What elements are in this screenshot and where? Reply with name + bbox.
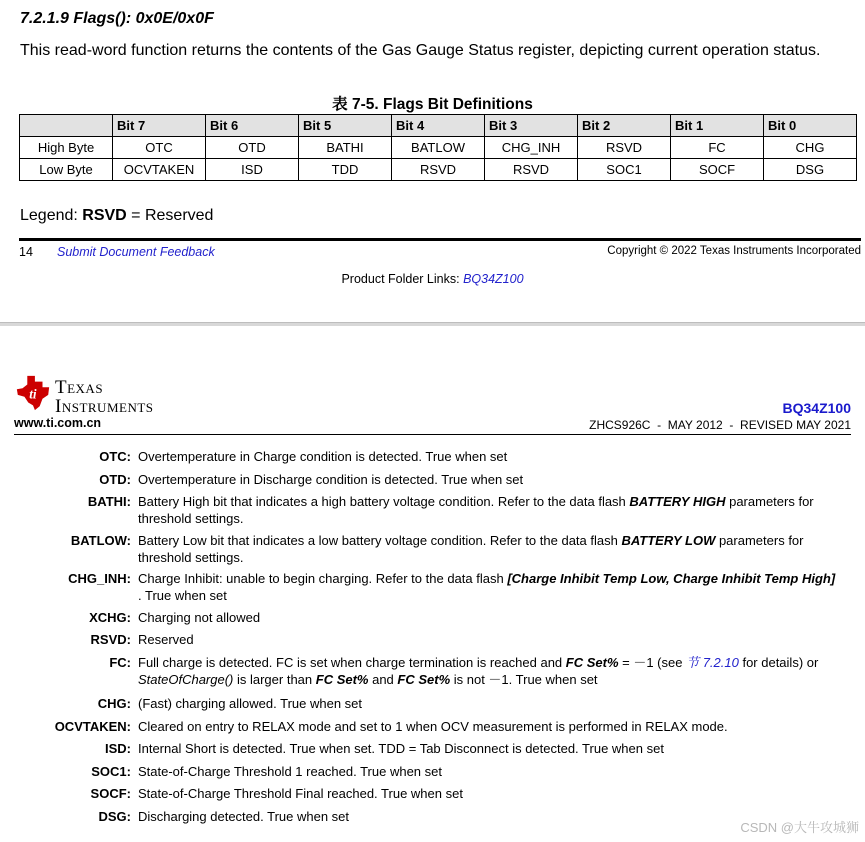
table-cell: RSVD	[392, 159, 485, 181]
flags-bit-table	[19, 114, 857, 181]
table-header-cell: Bit 6	[206, 115, 299, 137]
table-header-row	[20, 115, 857, 137]
table-header-cell: Bit 5	[299, 115, 392, 137]
ti-logo-icon	[14, 374, 52, 412]
definition-term: FC:	[109, 655, 131, 670]
table-cell: FC	[671, 137, 764, 159]
definition-text: Cleared on entry to RELAX mode and set to 1 when OCV measurement is performed in RELAX mode.	[138, 719, 728, 734]
legend-term: RSVD	[82, 207, 127, 224]
table-cell: RSVD	[485, 159, 578, 181]
definition-text: Full charge is detected. FC is set when charge termination is reached and FC Set% = －1 (see 节 7.2.10 for details) or StateOfCharge() is larger than FC Set% and FC Set% is not －1. True when set	[138, 655, 819, 687]
row-label: High Byte	[20, 137, 113, 159]
folder-prefix: Product Folder Links:	[341, 272, 464, 286]
legend	[20, 207, 213, 225]
product-folder-link[interactable]: BQ34Z100	[463, 272, 524, 286]
feedback-link[interactable]: Submit Document Feedback	[57, 245, 215, 259]
table-cell: BATHI	[299, 137, 392, 159]
definition-term: OCVTAKEN:	[54, 719, 131, 734]
section-title: 7.2.1.9 Flags(): 0x0E/0x0F	[20, 10, 214, 27]
definition-text: Overtemperature in Discharge condition is detected. True when set	[138, 472, 524, 487]
definition-text: State-of-Charge Threshold Final reached. True when set	[138, 786, 463, 801]
section-description: This read-word function returns the contents of the Gas Gauge Status register, depicting current operation status.	[20, 42, 821, 59]
definition-term: CHG_INH:	[68, 571, 131, 586]
definition-term: BATLOW:	[70, 533, 131, 548]
definition-term: DSG:	[98, 809, 131, 824]
table-cell: BATLOW	[392, 137, 485, 159]
table-cell: RSVD	[578, 137, 671, 159]
revision-info: ZHCS926C - MAY 2012 - REVISED MAY 2021	[589, 418, 851, 432]
definition-text: Reserved	[138, 632, 194, 647]
definition-term: CHG:	[97, 696, 131, 711]
watermark: CSDN @大牛攻城狮	[740, 820, 859, 835]
row-label: Low Byte	[20, 159, 113, 181]
legend-suffix: = Reserved	[126, 207, 214, 224]
section-cross-reference-link[interactable]: 节 7.2.10	[686, 655, 739, 670]
product-folder-links	[0, 272, 865, 286]
table-header-cell: Bit 4	[392, 115, 485, 137]
definition-text: Charging not allowed	[138, 610, 261, 625]
table-cell: CHG	[764, 137, 857, 159]
part-number-link[interactable]: BQ34Z100	[782, 400, 851, 416]
table-cell: OCVTAKEN	[113, 159, 206, 181]
definition-term: SOC1:	[91, 764, 131, 779]
definition-term: XCHG:	[89, 610, 131, 625]
definition-text: Charge Inhibit: unable to begin charging. Refer to the data flash [Charge Inhibit Temp Low, Charge Inhibit Temp High] . True when set	[138, 571, 836, 603]
table-cell: OTD	[206, 137, 299, 159]
definition-text: (Fast) charging allowed. True when set	[138, 696, 362, 711]
table-cell: ISD	[206, 159, 299, 181]
table-header-cell: Bit 1	[671, 115, 764, 137]
definition-text: Internal Short is detected. True when set. TDD = Tab Disconnect is detected. True when set	[138, 741, 664, 756]
definition-text: Battery High bit that indicates a high battery voltage condition. Refer to the data flash BATTERY HIGH parameters for threshold settings.	[138, 494, 814, 526]
definition-term: OTC:	[99, 449, 131, 464]
definition-text: State-of-Charge Threshold 1 reached. True when set	[138, 764, 442, 779]
definition-text: Discharging detected. True when set	[138, 809, 350, 824]
definition-term: BATHI:	[87, 494, 131, 509]
table-header-cell: Bit 3	[485, 115, 578, 137]
definition-term: SOCF:	[90, 786, 131, 801]
page-separator	[0, 322, 865, 326]
table-cell: TDD	[299, 159, 392, 181]
table-header-cell	[20, 115, 113, 137]
definition-term: RSVD:	[90, 632, 131, 647]
page-number: 14	[19, 245, 33, 259]
header-divider	[14, 434, 851, 435]
logo-word-instruments: Instruments	[55, 396, 154, 417]
table-cell: DSG	[764, 159, 857, 181]
website-url[interactable]: www.ti.com.cn	[14, 416, 102, 430]
legend-prefix: Legend:	[20, 207, 83, 224]
table-row	[20, 137, 857, 159]
definition-text: Overtemperature in Charge condition is detected. True when set	[138, 449, 508, 464]
table-header-cell: Bit 2	[578, 115, 671, 137]
copyright: Copyright © 2022 Texas Instruments Incorporated	[607, 245, 861, 257]
definition-text: Battery Low bit that indicates a low battery voltage condition. Refer to the data flash BATTERY LOW parameters for threshold settings.	[138, 533, 804, 565]
table-cell: SOCF	[671, 159, 764, 181]
table-header-cell: Bit 0	[764, 115, 857, 137]
table-cell: CHG_INH	[485, 137, 578, 159]
table-cell: OTC	[113, 137, 206, 159]
table-row	[20, 159, 857, 181]
table-cell: SOC1	[578, 159, 671, 181]
table-title: 表 7-5. Flags Bit Definitions	[332, 96, 533, 113]
footer-divider	[19, 238, 861, 241]
table-header-cell: Bit 7	[113, 115, 206, 137]
logo-word-texas: Texas	[55, 377, 104, 398]
definition-term: ISD:	[105, 741, 131, 756]
svg-text:ti: ti	[29, 386, 37, 402]
definition-term: OTD:	[99, 472, 131, 487]
